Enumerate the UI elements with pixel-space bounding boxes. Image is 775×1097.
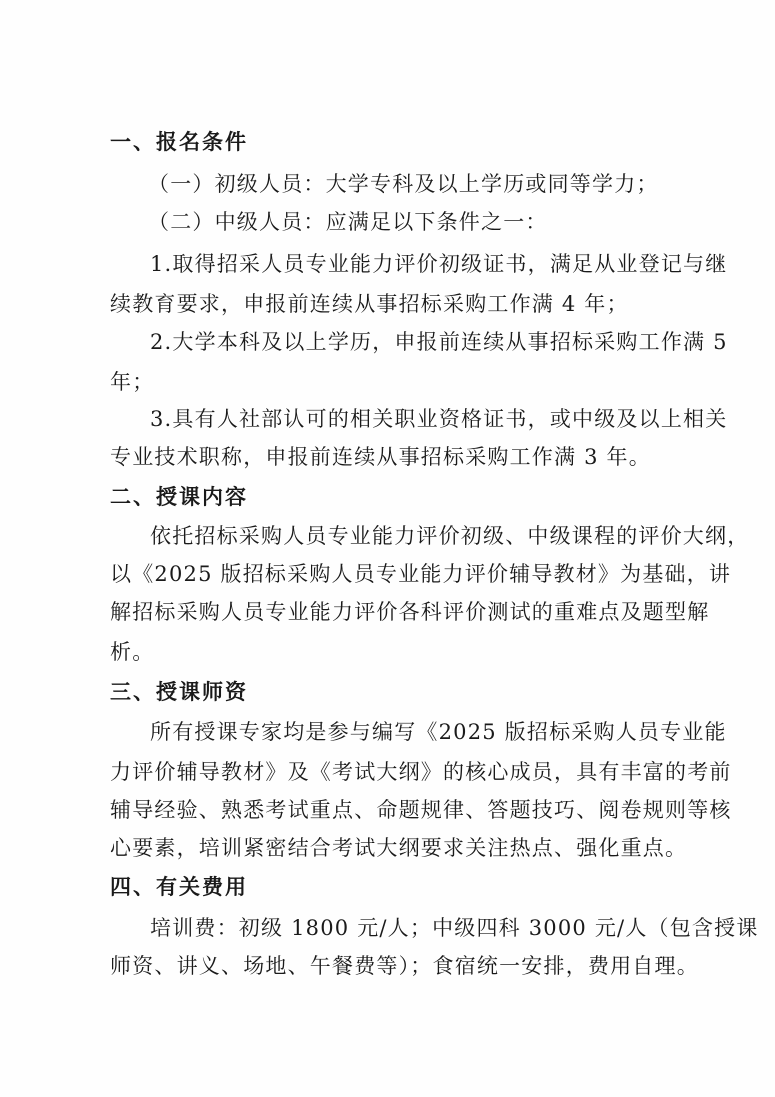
section-heading-instructors: 三、授课师资: [110, 680, 248, 704]
section-heading-registration: 一、报名条件: [110, 130, 248, 154]
section-heading-course-content: 二、授课内容: [110, 485, 248, 509]
paragraph-line: 力评价辅导教材》及《考试大纲》的核心成员，具有丰富的考前: [110, 760, 732, 784]
paragraph-line: 解招标采购人员专业能力评价各科评价测试的重难点及题型解: [110, 600, 710, 624]
paragraph-line: 年；: [110, 370, 155, 394]
paragraph-line: 续教育要求，申报前连续从事招标采购工作满 4 年；: [110, 292, 629, 316]
section-heading-fees: 四、有关费用: [110, 875, 248, 899]
paragraph-line: 心要素，培训紧密结合考试大纲要求关注热点、强化重点。: [110, 836, 688, 860]
paragraph-line: 专业技术职称，申报前连续从事招标采购工作满 3 年。: [110, 445, 651, 469]
paragraph-line: 依托招标采购人员专业能力评价初级、中级课程的评价大纲，: [150, 524, 750, 548]
paragraph-line: 析。: [110, 640, 155, 664]
paragraph-line: 辅导经验、熟悉考试重点、命题规律、答题技巧、阅卷规则等核: [110, 798, 732, 822]
paragraph-line: 以《2025 版招标采购人员专业能力评价辅导教材》为基础，讲: [110, 562, 732, 586]
paragraph-line: 1.取得招采人员专业能力评价初级证书，满足从业登记与继: [150, 252, 728, 276]
paragraph-line: （一）初级人员：大学专科及以上学历或同等学力；: [148, 172, 659, 196]
paragraph-line: （二）中级人员：应满足以下条件之一：: [148, 210, 548, 234]
paragraph-line: 培训费：初级 1800 元/人；中级四科 3000 元/人（包含授课: [150, 916, 759, 940]
paragraph-line: 师资、讲义、场地、午餐费等）；食宿统一安排，费用自理。: [110, 954, 699, 978]
paragraph-line: 3.具有人社部认可的相关职业资格证书，或中级及以上相关: [150, 407, 728, 431]
paragraph-line: 2.大学本科及以上学历，申报前连续从事招标采购工作满 5: [150, 330, 728, 354]
paragraph-line: 所有授课专家均是参与编写《2025 版招标采购人员专业能: [150, 720, 727, 744]
